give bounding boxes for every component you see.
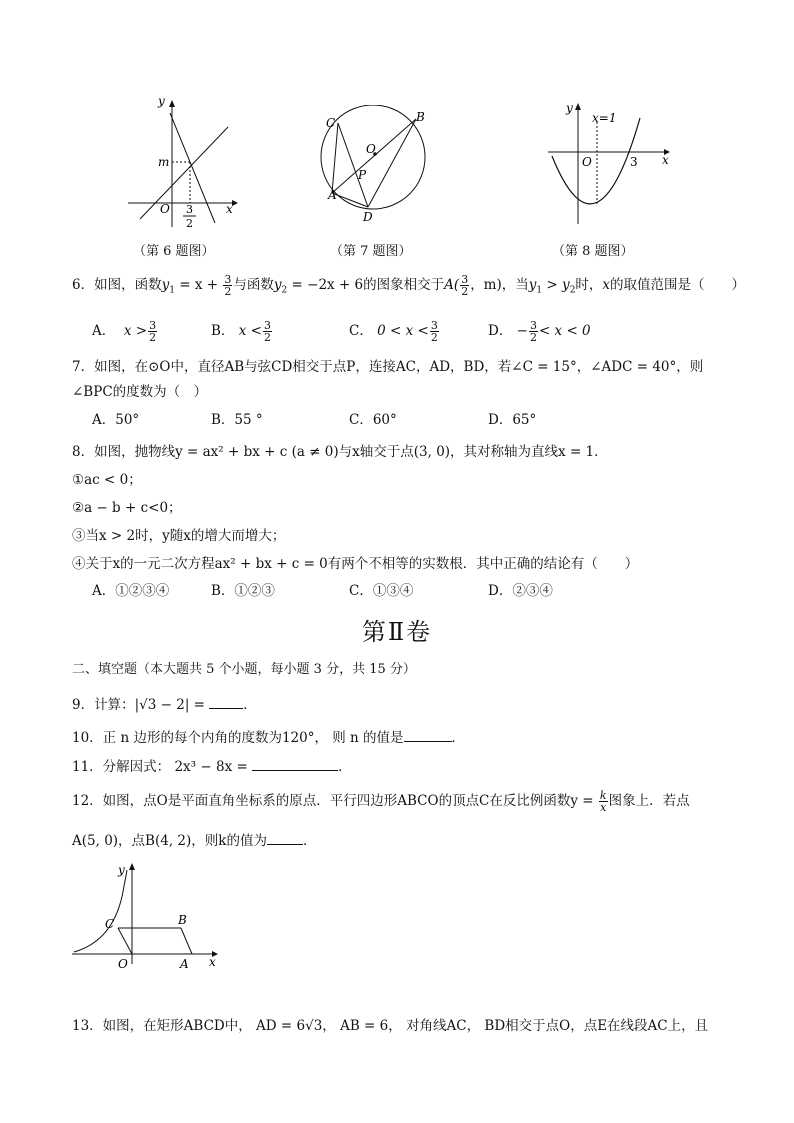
q12-line2: A(5, 0)，点B(4, 2)，则k的值为 ． [72, 830, 316, 851]
label-m: m [158, 155, 170, 169]
q8-statement-4: ④关于x的一元二次方程ax² + bx + c = 0有两个不相等的实数根．其中正确的结论有（ ） [72, 556, 639, 572]
q6-option-a[interactable]: A． x > $\frac{3}{2}$ [92, 319, 157, 344]
label-axis: x=1 [592, 111, 617, 125]
q9: 9．计算：|√3 − 2| = ． [72, 694, 257, 715]
figure-7 [318, 105, 438, 225]
hyperbola [74, 870, 127, 952]
figure-6 [120, 95, 245, 235]
q8-option-d[interactable]: D．②③④ [488, 583, 553, 599]
label-3: 3 [630, 155, 638, 169]
label-d: D [363, 210, 373, 224]
side-co [118, 928, 132, 954]
tick-num: 3 [186, 203, 193, 216]
q10-blank[interactable] [404, 727, 452, 742]
y-axis-arrow [129, 863, 135, 870]
label-o: O [118, 957, 128, 970]
q12-line1: 12．如图，点O是平面直角坐标系的原点．平行四边形ABCO的顶点C在反比例函数y = $\frac{k}{x}$ 图象上．若点 [72, 789, 690, 814]
label-o: O [160, 202, 170, 216]
q12-blank[interactable] [267, 830, 303, 845]
label-a: A [328, 188, 337, 202]
label-b: B [416, 110, 425, 124]
x-axis-arrow [232, 200, 238, 206]
label-a: A [180, 957, 189, 970]
q9-blank[interactable] [209, 694, 243, 709]
q11-blank[interactable] [252, 756, 338, 771]
q8-option-a[interactable]: A．①②③④ [92, 583, 170, 599]
q6-option-d[interactable]: D． − $\frac{3}{2}$ < x < 0 [488, 319, 591, 344]
q7-option-d[interactable]: D．65° [488, 412, 537, 428]
q10: 10．正 n 边形的每个内角的度数为120°， 则 n 的值是 ． [72, 727, 465, 748]
caption-fig8: （第 8 题图） [552, 244, 634, 259]
label-o: O [582, 155, 592, 169]
label-x: x [662, 153, 669, 167]
q8-statement-2: ②a − b + c<0； [72, 500, 182, 516]
label-o: O [366, 142, 376, 156]
segment-bd [368, 119, 416, 207]
q8-option-c[interactable]: C．①③④ [349, 583, 414, 599]
q8-option-b[interactable]: B．①②③ [211, 583, 275, 599]
q6-option-c[interactable]: C． 0 < x < $\frac{3}{2}$ [349, 319, 438, 344]
label-y: y [158, 95, 165, 108]
label-y: y [118, 863, 125, 877]
figure-8 [540, 98, 680, 230]
caption-fig7: （第 7 题图） [330, 244, 412, 259]
segment-ac [332, 123, 338, 193]
y-axis-arrow [575, 103, 581, 110]
segment-ad [332, 193, 368, 207]
diameter-ab [332, 119, 416, 193]
q7-line1: 7．如图，在⊙O中，直径AB与弦CD相交于点P，连接AC，AD，BD，若∠C = 15°，∠ADC = 40°，则 [72, 359, 704, 375]
label-c: C [105, 917, 115, 931]
q6-stem: 6．如图，函数$y_1 = x$ + $\frac{3}{2}$ 与函数$y_2 = -2x + 6$的图象相交于A( $\frac{3}{2}$ ，m)，当$y_1 > y_2$时，x的取值范围是（ ） [72, 273, 746, 298]
section-title: 第Ⅱ卷 [361, 618, 433, 646]
line-y1 [140, 127, 228, 219]
y-axis-arrow [169, 100, 175, 107]
q6-option-b[interactable]: B． x < $\frac{3}{2}$ [211, 319, 271, 344]
label-c: C [326, 116, 336, 130]
caption-fig6: （第 6 题图） [133, 244, 215, 259]
label-p: P [358, 168, 367, 182]
q13-stem: 13．如图，在矩形ABCD中， AD = 6√3， AB = 6， 对角线AC， BD相交于点O，点E在线段AC上，且 [72, 1018, 709, 1034]
section-2-heading: 二、填空题（本大题共 5 个小题，每小题 3 分，共 15 分） [72, 662, 416, 677]
parabola [552, 118, 640, 204]
figure-12 [68, 858, 228, 970]
q11: 11．分解因式： 2x³ − 8x = ． [72, 756, 352, 777]
q7-option-b[interactable]: B．55 ° [211, 412, 263, 428]
q7-option-a[interactable]: A．50° [92, 412, 140, 428]
label-b: B [178, 913, 187, 927]
label-x: x [209, 955, 216, 969]
label-y: y [566, 101, 573, 115]
q8-stem: 8．如图，抛物线y = ax² + bx + c (a ≠ 0)与x轴交于点(3, 0)，其对称轴为直线x = 1． [72, 444, 608, 460]
tick-den: 2 [186, 217, 193, 230]
side-ba [181, 928, 192, 954]
label-x: x [226, 202, 233, 216]
q7-option-c[interactable]: C．60° [349, 412, 397, 428]
q7-line2: ∠BPC的度数为（ ） [72, 384, 208, 400]
q8-statement-1: ①ac < 0； [72, 472, 142, 488]
q8-statement-3: ③当x > 2时，y随x的增大而增大； [72, 528, 286, 544]
